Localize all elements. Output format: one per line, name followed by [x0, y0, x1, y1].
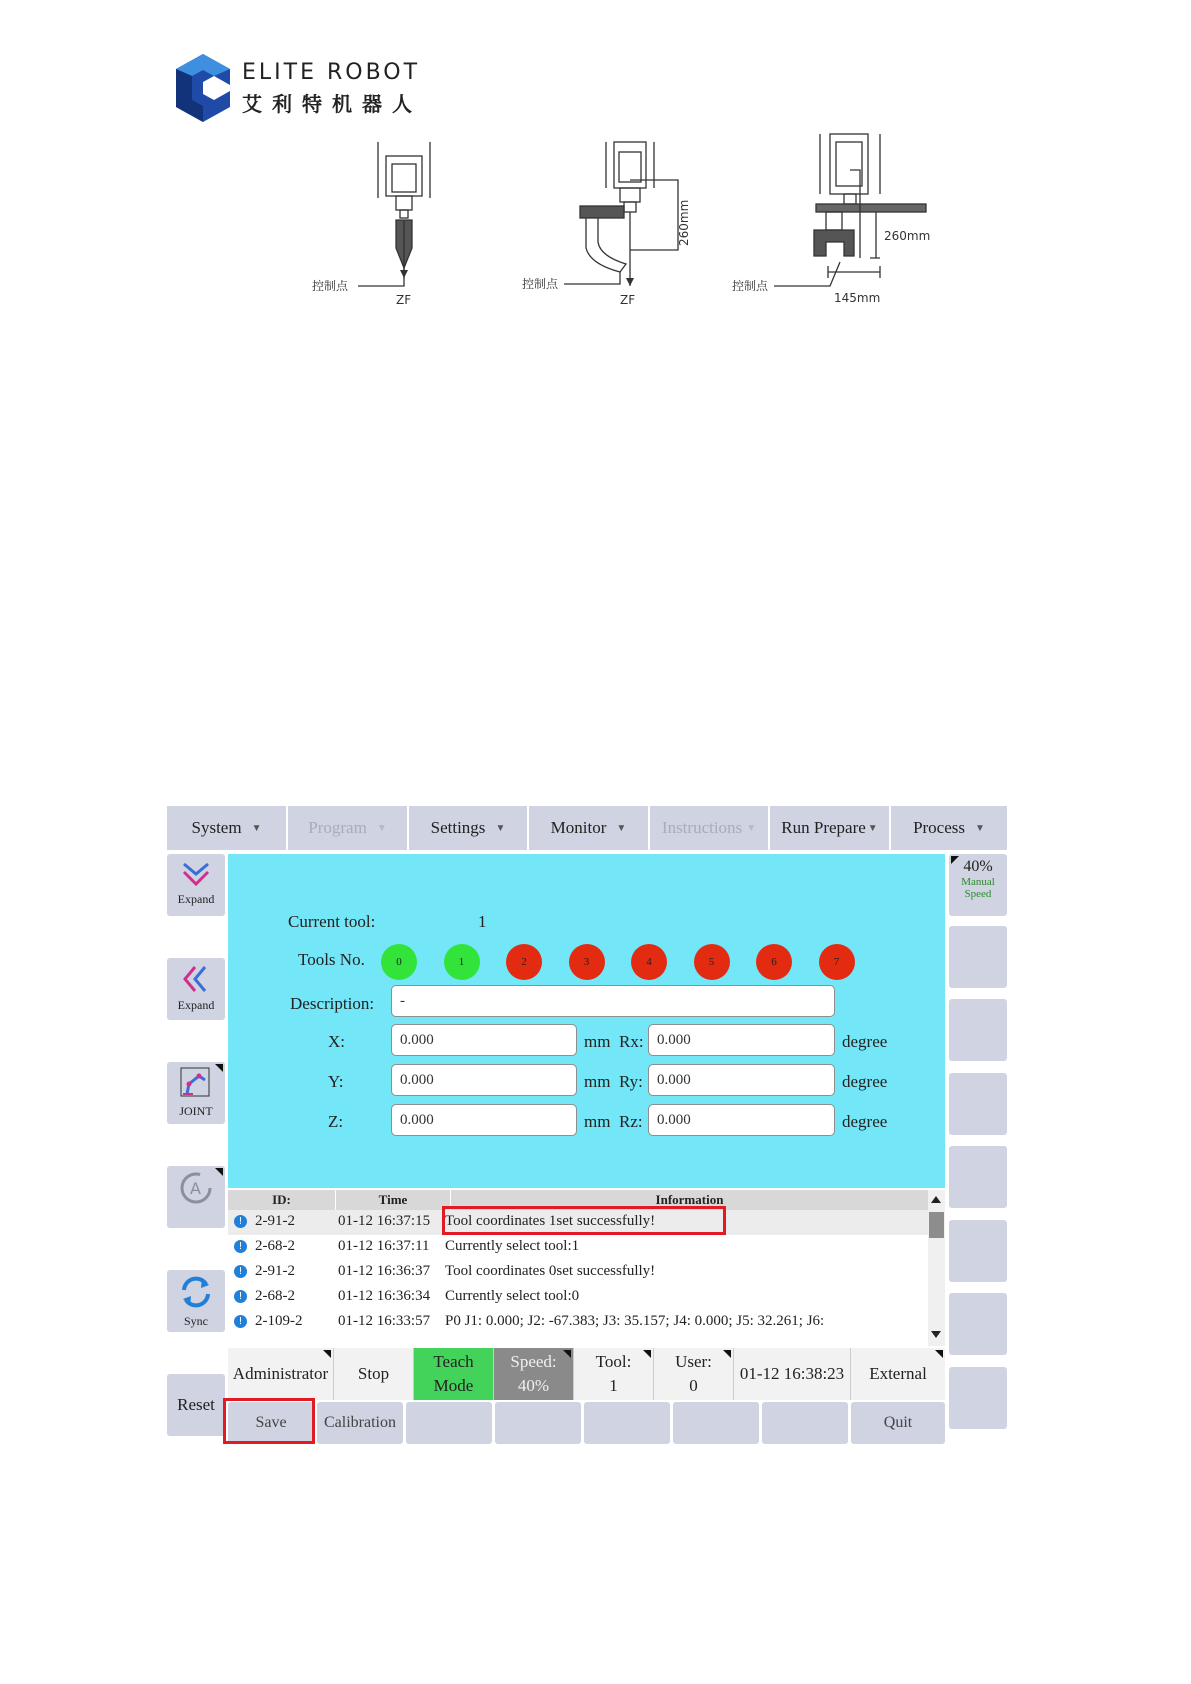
quit-label: Quit [883, 1414, 913, 1431]
bottom-button-blank[interactable] [406, 1402, 492, 1444]
tool-1-button[interactable]: 1 [444, 944, 480, 980]
elite-robot-logo [172, 52, 234, 124]
scroll-thumb[interactable] [929, 1212, 944, 1238]
rz-unit: degree [842, 1112, 888, 1131]
user-role-label: Administrator [232, 1364, 329, 1383]
side-button-blank[interactable] [949, 999, 1007, 1061]
userframe-line1: User: [675, 1352, 712, 1371]
scroll-down-icon[interactable] [931, 1331, 941, 1338]
stop-status[interactable] [334, 1348, 414, 1400]
log-header-id: ID: [228, 1190, 336, 1210]
corner-marker-icon [215, 1168, 223, 1176]
axis-label-2: ZF [620, 293, 636, 307]
menu-instructions[interactable] [650, 806, 770, 850]
tool-4-button[interactable]: 4 [631, 944, 667, 980]
datetime-status [734, 1348, 851, 1400]
speed-mode-line2: Speed [964, 888, 992, 900]
caret-down-icon: ▼ [495, 822, 506, 834]
log-info: P0 J1: 0.000; J2: -67.383; J3: 35.157; J4: 0.000; J5: 32.261; J6: [445, 1313, 825, 1329]
user-frame-status[interactable] [654, 1348, 734, 1400]
log-id: 2-68-2 [255, 1238, 295, 1254]
robot-teach-pendant [167, 806, 1007, 1436]
tool-7-button[interactable]: 7 [819, 944, 855, 980]
log-id: 2-109-2 [255, 1313, 303, 1329]
corner-marker-icon [951, 856, 959, 864]
joint-button[interactable] [167, 1062, 225, 1124]
menu-program[interactable] [288, 806, 409, 850]
control-point-label-2: 控制点 [522, 277, 559, 291]
log-info: Tool coordinates 0set successfully! [445, 1263, 656, 1279]
robot-arm-icon [179, 1066, 213, 1100]
log-time: 01-12 16:37:15 [338, 1213, 431, 1229]
ry-field[interactable]: 0.000 [648, 1064, 835, 1096]
speed-line1: Speed: [510, 1352, 557, 1371]
bottom-button-blank[interactable] [584, 1402, 670, 1444]
log-info: Currently select tool:0 [445, 1288, 580, 1304]
tool-2-button[interactable]: 2 [506, 944, 542, 980]
quit-button[interactable] [851, 1402, 945, 1444]
datetime-label: 01-12 16:38:23 [739, 1364, 845, 1383]
tool-diagram-bent [520, 138, 700, 318]
sync-button[interactable] [167, 1270, 225, 1332]
control-point-label-3: 控制点 [732, 279, 769, 293]
log-time: 01-12 16:33:57 [338, 1313, 431, 1329]
y-unit: mm [584, 1072, 611, 1091]
expand-down-button[interactable] [167, 854, 225, 916]
tool-line2: 1 [609, 1376, 618, 1395]
log-time: 01-12 16:37:11 [338, 1238, 430, 1254]
log-row[interactable] [228, 1285, 928, 1310]
menu-label: Process [913, 818, 966, 837]
calibration-button[interactable] [317, 1402, 403, 1444]
corner-marker-icon [563, 1350, 571, 1358]
reset-label: Reset [177, 1395, 215, 1414]
tool-5-button[interactable]: 5 [694, 944, 730, 980]
bottom-button-blank[interactable] [495, 1402, 581, 1444]
brand-name-cn: 艾利特机器人 [242, 92, 422, 116]
log-row[interactable] [228, 1260, 928, 1285]
tool-diagram-straight [300, 138, 460, 318]
rz-label: Rz: [619, 1112, 643, 1131]
rx-field[interactable]: 0.000 [648, 1024, 835, 1056]
y-field[interactable]: 0.000 [391, 1064, 577, 1096]
sync-icon [178, 1274, 214, 1310]
log-time: 01-12 16:36:37 [338, 1263, 431, 1279]
chevron-left-double-icon [181, 964, 211, 994]
caret-down-icon: ▼ [975, 822, 985, 834]
side-button-blank[interactable] [949, 1146, 1007, 1208]
x-label: X: [328, 1032, 345, 1051]
mode-line2: Mode [433, 1376, 474, 1395]
bottom-button-blank[interactable] [762, 1402, 848, 1444]
caret-down-icon: ▼ [376, 822, 387, 834]
menu-settings[interactable] [409, 806, 529, 850]
caret-down-icon: ▼ [251, 822, 262, 834]
corner-marker-icon [643, 1350, 651, 1358]
side-button-blank[interactable] [949, 1293, 1007, 1355]
speed-mode-line1: Manual [961, 876, 995, 888]
menu-process[interactable] [891, 806, 1007, 850]
x-field[interactable]: 0.000 [391, 1024, 577, 1056]
log-info: Currently select tool:1 [445, 1238, 580, 1254]
info-icon: ! [234, 1215, 247, 1228]
scroll-up-icon[interactable] [931, 1196, 941, 1203]
z-label: Z: [328, 1112, 344, 1131]
external-label: External [869, 1364, 927, 1383]
description-label: Description: [290, 994, 375, 1013]
svg-text:A: A [190, 1179, 201, 1198]
info-icon: ! [234, 1240, 247, 1253]
tool-settings-panel [228, 854, 945, 1188]
caret-down-icon: ▼ [616, 822, 627, 834]
tool-3-button[interactable]: 3 [569, 944, 605, 980]
rx-unit: degree [842, 1032, 888, 1051]
log-row[interactable] [228, 1310, 928, 1335]
log-info: Tool coordinates 1set successfully! [445, 1213, 656, 1229]
ry-unit: degree [842, 1072, 888, 1091]
tools-no-label: Tools No. [298, 950, 365, 969]
tool-diagram-gripper [730, 130, 950, 310]
menu-system[interactable] [167, 806, 288, 850]
y-label: Y: [328, 1072, 344, 1091]
caret-down-icon: ▼ [746, 822, 757, 834]
reset-button[interactable] [167, 1374, 225, 1436]
menu-label: Program [308, 818, 367, 837]
menu-label: Monitor [550, 818, 607, 837]
bottom-button-blank[interactable] [673, 1402, 759, 1444]
mode-line1: Teach [433, 1352, 474, 1371]
menu-label: Settings [430, 818, 486, 837]
corner-marker-icon [323, 1350, 331, 1358]
sync-label: Sync [184, 1314, 208, 1328]
stop-label: Stop [357, 1364, 390, 1383]
log-id: 2-68-2 [255, 1288, 295, 1304]
dim-260: 260mm [884, 229, 931, 243]
log-scrollbar[interactable] [928, 1190, 945, 1346]
rz-field[interactable]: 0.000 [648, 1104, 835, 1136]
expand-label: Expand [177, 892, 215, 906]
brand-name-en: ELITE ROBOT [242, 60, 421, 85]
info-icon: ! [234, 1265, 247, 1278]
log-id: 2-91-2 [255, 1263, 295, 1279]
side-button-blank[interactable] [949, 1367, 1007, 1429]
expand-left-button[interactable] [167, 958, 225, 1020]
tool-6-button[interactable]: 6 [756, 944, 792, 980]
log-header-info: Information [451, 1190, 929, 1210]
highlight-success-message [442, 1206, 726, 1235]
calibration-label: Calibration [324, 1414, 396, 1431]
menu-label: System [191, 818, 242, 837]
tool-line1: Tool: [595, 1352, 632, 1371]
corner-marker-icon [215, 1064, 223, 1072]
save-label: Save [255, 1414, 287, 1431]
caret-down-icon: ▼ [867, 822, 878, 834]
menu-label: Run Prepare [781, 818, 866, 837]
corner-marker-icon [935, 1350, 943, 1358]
description-field[interactable]: - [391, 985, 835, 1017]
expand-label: Expand [177, 998, 215, 1012]
current-tool-label: Current tool: [288, 912, 376, 931]
dim-260-vertical: 260mm [677, 199, 691, 246]
speed-status[interactable] [494, 1348, 574, 1400]
side-button-blank[interactable] [949, 926, 1007, 988]
speed-percent: 40% [963, 858, 993, 875]
z-unit: mm [584, 1112, 611, 1131]
control-point-label-1: 控制点 [312, 279, 349, 293]
tool-0-button[interactable]: 0 [381, 944, 417, 980]
manual-speed-button[interactable] [949, 854, 1007, 916]
joint-label: JOINT [179, 1104, 213, 1118]
rx-label: Rx: [619, 1032, 644, 1051]
dim-145: 145mm [834, 291, 881, 305]
info-icon: ! [234, 1315, 247, 1328]
teach-mode-status[interactable] [414, 1348, 494, 1400]
highlight-save-button [223, 1398, 315, 1444]
menu-label: Instructions [661, 818, 743, 837]
axis-label-1: ZF [396, 293, 412, 307]
user-role[interactable] [228, 1348, 334, 1400]
chevron-down-double-icon [181, 860, 211, 888]
log-header-time: Time [336, 1190, 451, 1210]
x-unit: mm [584, 1032, 611, 1051]
corner-marker-icon [723, 1350, 731, 1358]
menu-bar [167, 806, 1007, 850]
tool-status[interactable] [574, 1348, 654, 1400]
external-status[interactable] [851, 1348, 945, 1400]
ry-label: Ry: [619, 1072, 643, 1091]
auto-rotate-icon [178, 1170, 214, 1206]
speed-line2: 40% [517, 1376, 550, 1395]
z-field[interactable]: 0.000 [391, 1104, 577, 1136]
userframe-line2: 0 [689, 1376, 698, 1395]
log-id: 2-91-2 [255, 1213, 295, 1229]
side-button-blank[interactable] [949, 1220, 1007, 1282]
current-tool-value: 1 [478, 912, 487, 931]
auto-button[interactable] [167, 1166, 225, 1228]
menu-monitor[interactable] [529, 806, 650, 850]
info-icon: ! [234, 1290, 247, 1303]
log-time: 01-12 16:36:34 [338, 1288, 431, 1304]
side-button-blank[interactable] [949, 1073, 1007, 1135]
log-row[interactable] [228, 1235, 928, 1260]
menu-run-prepare[interactable] [770, 806, 891, 850]
